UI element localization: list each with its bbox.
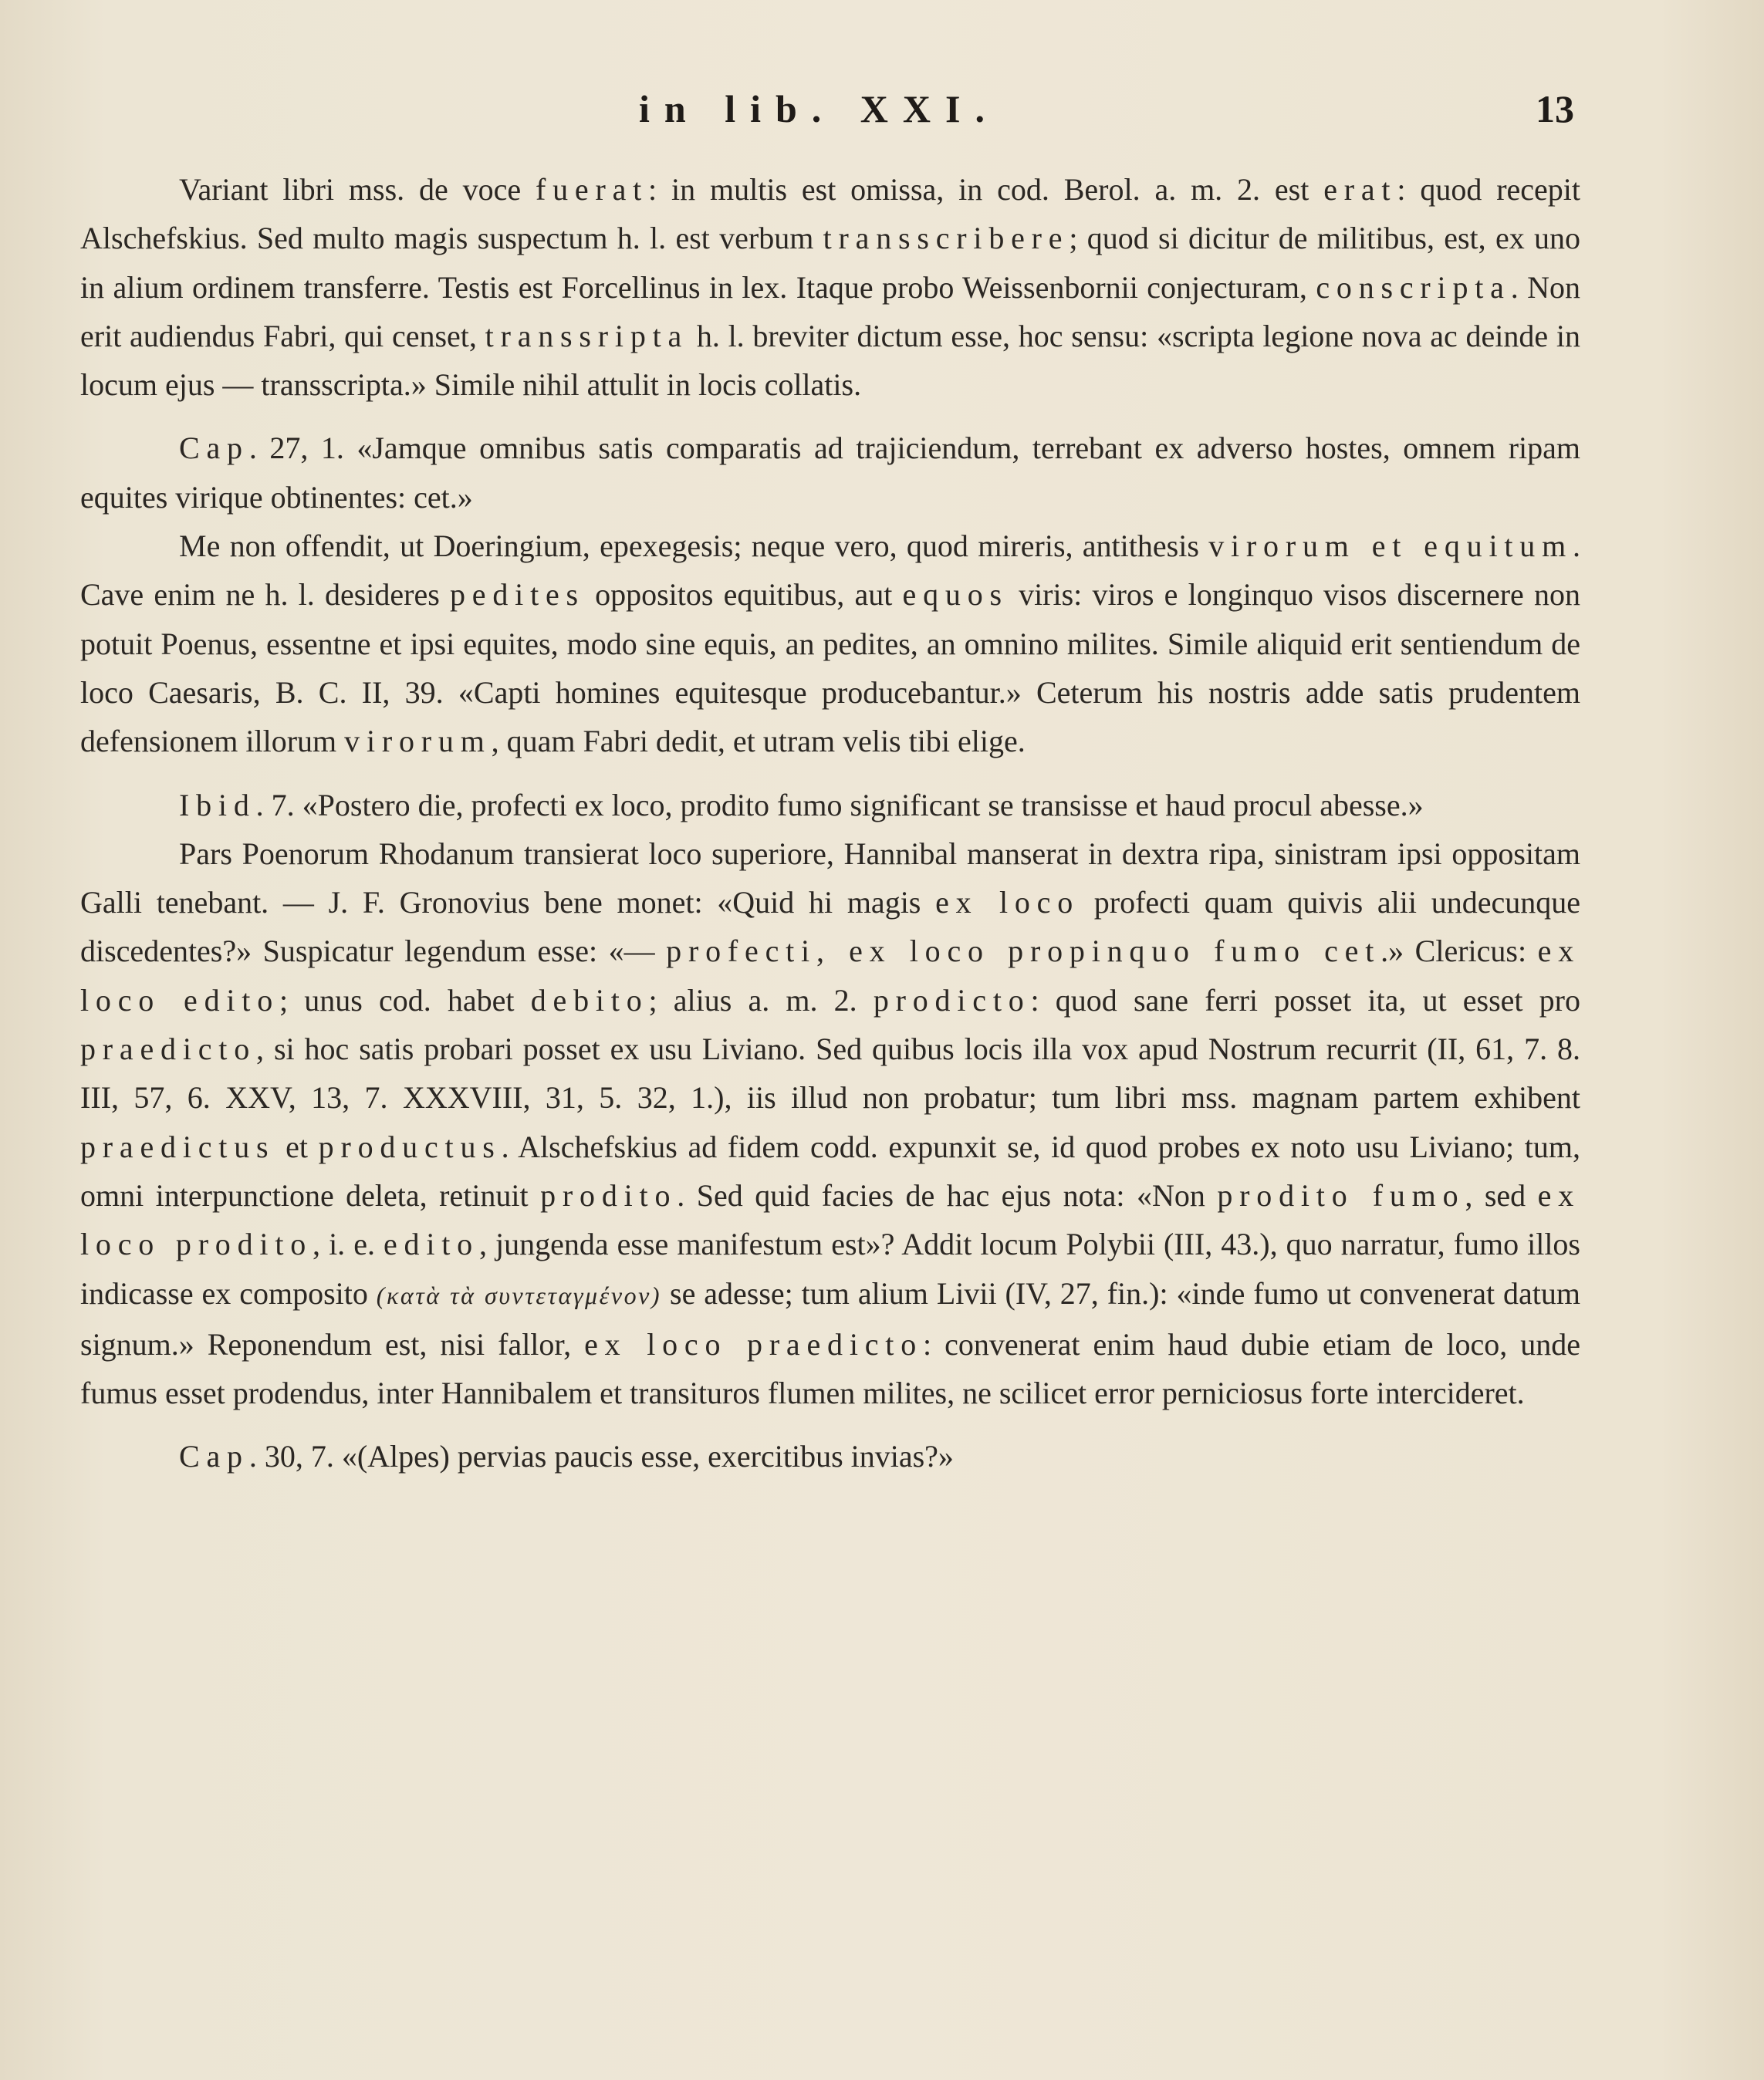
text-run: ; quod si dicitur de militibus, est, ex uno in alium ordinem transferre. Testis est Forcellinus in lex. Itaque probo Weissenbornii conjecturam,: [80, 221, 1580, 305]
text-run: et: [275, 1129, 319, 1164]
text-run: . 7. «Postero die, profecti ex loco, prodito fumo significant se transisse et haud procul abesse.»: [255, 787, 1424, 822]
paragraph-cap-30-7-lemma: [80, 1432, 1580, 1481]
text-run: ; alius a. m. 2.: [648, 982, 874, 1018]
spaced-emphasis: fuerat: [535, 172, 649, 207]
text-run: : quod recepit Alschefskius. Sed multo magis suspectum h. l. est verbum: [80, 172, 1581, 256]
spaced-emphasis: transscribere: [823, 221, 1070, 256]
paragraph-cap-27-1-note: [80, 522, 1580, 765]
text-run: . Non erit audiendus Fabri, qui censet,: [80, 269, 1580, 353]
text-run: : in multis est omissa, in cod. Berol. a. m. 2. est: [648, 172, 1324, 207]
text-run: . 30, 7. «(Alpes) pervias paucis esse, exercitibus invias?»: [248, 1439, 954, 1474]
spaced-emphasis: prodicto: [873, 982, 1031, 1018]
greek-quotation: (κατὰ τὰ συντεταγμένον): [376, 1281, 662, 1309]
spaced-emphasis: equos: [902, 577, 1009, 613]
paragraph-variant-readings: [80, 165, 1580, 409]
text-run: oppositos equitibus, aut: [584, 577, 903, 613]
text-run: , quam Fabri dedit, et utram velis tibi elige.: [491, 724, 1026, 759]
text-run: se adesse; tum alium Livii (IV, 27, fin.): «inde fumo ut convenerat datum signum.» Reponendum est, nisi fallor,: [80, 1275, 1580, 1362]
page-number: 13: [1536, 87, 1574, 130]
spaced-emphasis: ex loco praedicto: [584, 1326, 924, 1362]
spaced-emphasis: Cap: [179, 431, 249, 466]
spaced-emphasis: praedicto: [80, 1032, 257, 1067]
spaced-emphasis: prodito fumo: [1217, 1177, 1465, 1213]
text-run: .» Clericus:: [1380, 934, 1538, 969]
text-run: : convenerat enim haud dubie etiam de loco, unde fumus esset prodendus, inter Hannibalem et transituros flumen milites, ne scilicet error perniciosus forte intercideret.: [80, 1326, 1581, 1411]
page-header: [0, 86, 1764, 148]
spaced-emphasis: prodito: [540, 1177, 678, 1213]
spaced-emphasis: ex loco prodito: [80, 1177, 1581, 1262]
text-run: , i. e.: [313, 1227, 384, 1262]
spaced-emphasis: transsripta: [485, 318, 689, 353]
text-run: . Alschefskius ad fidem codd. expunxit se, id quod probes ex noto usu Liviano; tum, omni interpunctione deleta, retinuit: [80, 1129, 1580, 1213]
text-run: . Sed quid facies de hac ejus nota: «Non: [677, 1177, 1218, 1213]
text-run: viris: viros e longinquo visos discernere non potuit Poenus, essentne et ipsi equites, modo sine equis, an pedites, an omnino milites. Simile aliquid erit sentiendum de loco Caesaris, B. C. II, 39. «Capti homines equitesque producebantur.» Ceterum his nostris adde satis prudentem defensionem illorum: [80, 577, 1580, 759]
spaced-emphasis: Ibid: [179, 787, 256, 822]
spaced-emphasis: edito: [384, 1227, 479, 1262]
text-run: : quod sane ferri posset ita, ut esset pro: [1030, 982, 1580, 1018]
text-run: h. l. breviter dictum esse, hoc sensu: «scripta legione nova ac deinde in locum ejus — transscripta.» Simile nihil attulit in locis collatis.: [80, 318, 1581, 403]
paragraph-ibid-7-lemma: [80, 781, 1580, 829]
text-run: . 27, 1. «Jamque omnibus satis comparatis ad trajiciendum, terrebant ex adverso hostes, omnem ripam equites virique obtinentes: cet.»: [80, 431, 1580, 515]
spaced-emphasis: virorum: [344, 724, 492, 759]
spaced-emphasis: productus: [318, 1129, 502, 1164]
spaced-emphasis: praedictus: [80, 1129, 275, 1164]
text-run: ; unus cod. habet: [279, 982, 531, 1018]
paragraph-ibid-7-note: [80, 829, 1580, 1418]
text-run: , sed: [1465, 1177, 1538, 1213]
spaced-emphasis: virorum et equitum: [1208, 528, 1573, 564]
spaced-emphasis: ex loco: [935, 885, 1080, 920]
text-run: Pars Poenorum Rhodanum transierat loco superiore, Hannibal manserat in dextra ripa, sinistram ipsi oppositam Galli tenebant. — J. F. Gronovius bene monet: «Quid hi magis: [80, 836, 1580, 920]
spaced-emphasis: profecti, ex loco propinquo fumo cet: [666, 934, 1381, 969]
spaced-emphasis: ex loco edito: [80, 934, 1580, 1018]
spaced-emphasis: debito: [530, 982, 649, 1018]
commentary-text: [80, 165, 1580, 1481]
running-title: in lib. XXI.: [639, 87, 999, 130]
text-run: Variant libri mss. de voce: [179, 172, 536, 207]
text-run: , si hoc satis probari posset ex usu Liviano. Sed quibus locis illa vox apud Nostrum recurrit (II, 61, 7. 8. III, 57, 6. XXV, 13, 7. XXXVIII, 31, 5. 32, 1.), iis illud non probatur; tum libri mss. magnam partem exhibent: [80, 1032, 1580, 1116]
text-run: profecti quam quivis alii undecunque discedentes?» Suspicatur legendum esse: «—: [80, 885, 1580, 969]
text-run: , jungenda esse manifestum est»? Addit locum Polybii (III, 43.), quo narratur, fumo illos indicasse ex composito: [80, 1227, 1580, 1311]
spaced-emphasis: pedites: [450, 577, 585, 613]
spaced-emphasis: Cap: [179, 1439, 249, 1474]
text-run: Me non offendit, ut Doeringium, epexegesis; neque vero, quod mireris, antithesis: [179, 528, 1209, 564]
text-run: . Cave enim ne h. l. desideres: [80, 528, 1580, 613]
paragraph-cap-27-1-lemma: [80, 424, 1580, 522]
spaced-emphasis: erat: [1323, 172, 1397, 207]
spaced-emphasis: conscripta: [1316, 269, 1511, 305]
